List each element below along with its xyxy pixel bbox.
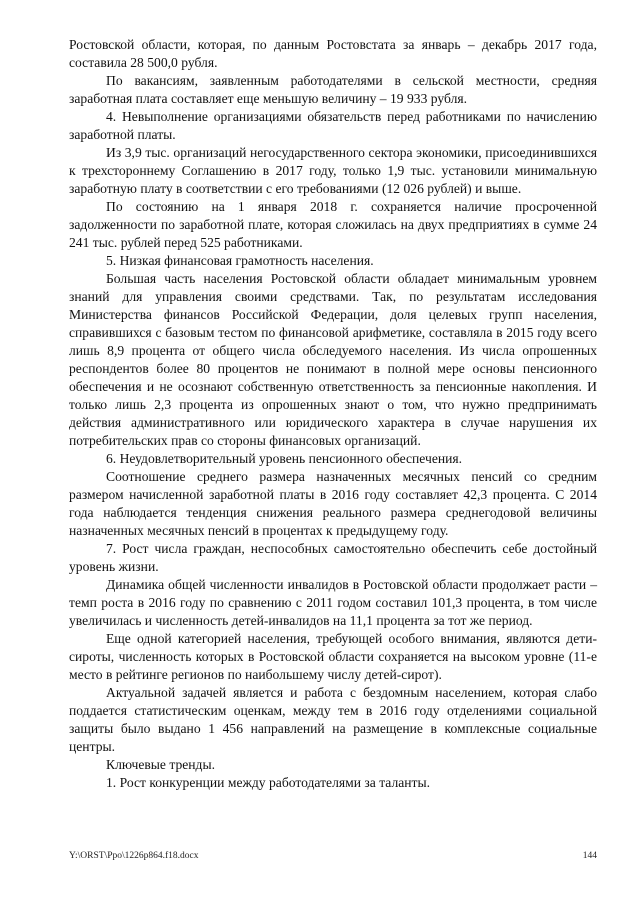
paragraph-wage-arrears: По состоянию на 1 января 2018 г. сохраняется наличие просроченной задолженности по заработной плате, которая сложилась на двух предприятиях в сумме 24 241 тыс. рублей перед 525 работниками. <box>69 199 597 250</box>
heading-item-6: 6. Неудовлетворительный уровень пенсионного обеспечения. <box>106 451 463 466</box>
paragraph-pensions: Соотношение среднего размера назначенных месячных пенсий со средним размером начисленной заработной платы в 2016 году составляет 42,3 процента. С 2014 года наблюдается тенденция снижения реального размера среднегодовой величины назначенных месячных пенсий в процентах к предыдущему году. <box>69 469 597 538</box>
heading-item-5: 5. Низкая финансовая грамотность населения. <box>106 253 374 268</box>
heading-item-7: 7. Рост числа граждан, неспособных самостоятельно обеспечить себе достойный уровень жизни. <box>69 541 597 574</box>
paragraph-rural-wages: По вакансиям, заявленным работодателями в сельской местности, средняя заработная плата составляет еще меньшую величину – 19 933 рубля. <box>69 73 597 106</box>
heading-key-trends: Ключевые тренды. <box>106 757 216 772</box>
document-body <box>69 36 597 792</box>
paragraph-disability: Динамика общей численности инвалидов в Ростовской области продолжает расти – темп роста в 2016 году по сравнению с 2011 годом составил 101,3 процента, в том числе увеличилась и численность детей-инвалидов на 11,1 процента за тот же период. <box>69 577 597 628</box>
paragraph-homeless: Актуальной задачей является и работа с бездомным населением, которая слабо поддается статистическим оценкам, между тем в 2016 году отделениями социальной защиты было выдано 1 456 направлений на размещение в комплексные социальные центры. <box>69 685 597 754</box>
page-number: 144 <box>582 851 597 861</box>
footer-file-path: Y:\ORST\Ppo\1226p864.f18.docx <box>69 851 199 861</box>
list-item-trend-1: 1. Рост конкуренции между работодателями за таланты. <box>106 775 431 790</box>
paragraph-continuation: Ростовской области, которая, по данным Ростовстата за январь – декабрь 2017 года, составила 28 500,0 рубля. <box>69 37 597 70</box>
paragraph-financial-literacy: Большая часть населения Ростовской области обладает минимальным уровнем знаний для управления своими средствами. Так, по результатам исследования Министерства финансов Российской Федерации, доля целевых групп населения, справившихся с базовым тестом по финансовой арифметике, составляла в 2015 году всего лишь 8,9 процента от общего числа обследуемого населения. Из числа опрошенных респондентов более 80 процентов не понимают в полной мере основы пенсионного обеспечения и не осознают собственную ответственность за пенсионные накопления. И только лишь 2,3 процента из опрошенных знают о том, что нужно предпринимать действия административного или юридического характера в случае нарушения их потребительских прав со стороны финансовых организаций. <box>69 271 597 448</box>
heading-item-4: 4. Невыполнение организациями обязательств перед работниками по начислению заработной платы. <box>69 109 597 142</box>
paragraph-orphans: Еще одной категорией населения, требующей особого внимания, являются дети-сироты, численность которых в Ростовской области сохраняется на высоком уровне (11-е место в рейтинге регионов по наибольшему числу детей-сирот). <box>69 631 597 682</box>
page-footer <box>69 851 597 865</box>
paragraph-agreement-organizations: Из 3,9 тыс. организаций негосударственного сектора экономики, присоединившихся к трехстороннему Соглашению в 2017 году, только 1,9 тыс. установили минимальную заработную плату в соответствии с его требованиями (12 026 рублей) и выше. <box>69 145 597 196</box>
